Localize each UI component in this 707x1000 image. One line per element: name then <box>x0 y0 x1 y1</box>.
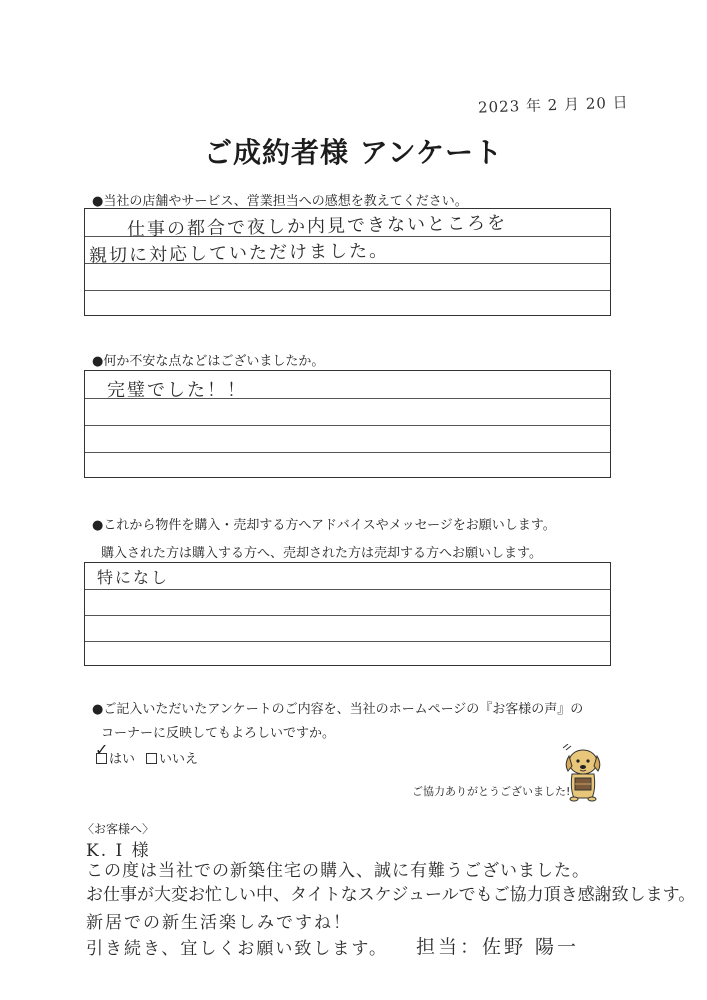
dog-mascot-icon <box>560 744 606 802</box>
question-4-subtext: コーナーに反映してもよろしいですか。 <box>101 726 336 741</box>
question-bullet: ● <box>92 518 104 533</box>
answer-box-1 <box>84 208 611 316</box>
check-mark-icon: ✓ <box>95 740 109 759</box>
question-3-subtext: 購入された方は購入する方へ、売却された方は売却する方へお願いします。 <box>101 546 542 561</box>
answer-1-line-1: 仕事の都合で夜しか内見できないところを <box>126 212 508 241</box>
question-bullet: ● <box>92 702 104 717</box>
consent-no[interactable] <box>146 748 198 767</box>
customer-message-line: 新居での新生活楽しみですね！ <box>86 913 352 933</box>
question-text: ご記入いただいたアンケートのご内容を、当社のホームページの『お客様の声』の <box>103 702 584 717</box>
question-4 <box>92 698 583 717</box>
question-text: 何か不安な点などはございましたか。 <box>103 354 325 369</box>
question-1 <box>92 190 468 209</box>
page-title: ご成約者様 アンケート <box>203 136 504 169</box>
customer-message-line: 引き続き、宜しくお願い致します。 <box>86 939 388 959</box>
thanks-message: ご協力ありがとうございました! <box>412 785 571 798</box>
answer-box-2 <box>84 370 611 478</box>
customer-name: K. I 様 <box>86 841 151 861</box>
yes-checkbox[interactable] <box>95 740 109 764</box>
question-3 <box>92 514 556 533</box>
staff-signature: 担当：佐野 陽一 <box>416 936 580 958</box>
answer-box-3 <box>84 562 611 666</box>
question-bullet: ● <box>92 194 104 209</box>
question-text: 当社の店舗やサービス、営業担当への感想を教えてください。 <box>103 194 468 209</box>
answer-1-line-2: 親切に対応していただけました。 <box>88 240 390 267</box>
customer-message-line: この度は当社での新築住宅の購入、誠に有難うございました。 <box>86 861 590 881</box>
question-text: これから物件を購入・売却する方へアドバイスやメッセージをお願いします。 <box>103 518 556 533</box>
customer-message-line: お仕事が大変お忙しい中、タイトなスケジュールでもご協力頂き感謝致します。 <box>86 885 696 905</box>
question-2 <box>92 350 324 369</box>
answer-3-line-1: 特になし <box>97 568 170 587</box>
question-bullet: ● <box>92 354 104 369</box>
yes-label: はい <box>109 752 136 767</box>
customer-message-label: 〈お客様へ〉 <box>82 822 155 836</box>
no-label: いいえ <box>159 752 199 767</box>
no-checkbox[interactable] <box>146 753 157 764</box>
survey-date: 2023 年 2 月 20 日 <box>477 93 629 117</box>
answer-2-line-1: 完璧でした！！ <box>107 380 247 401</box>
consent-yes[interactable] <box>95 740 136 767</box>
